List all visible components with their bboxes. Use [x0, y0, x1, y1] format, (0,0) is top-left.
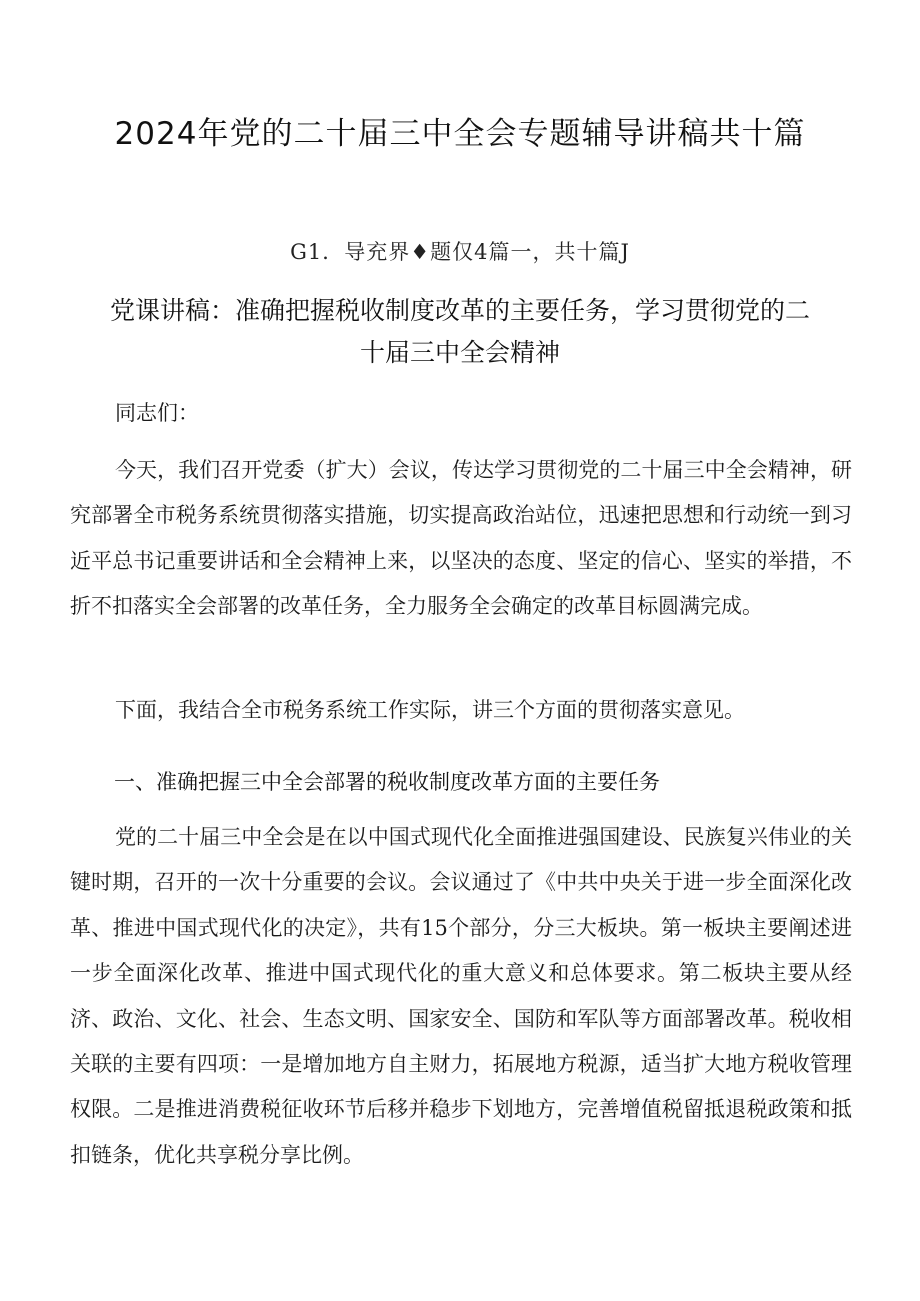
greeting: 同志们： — [115, 401, 199, 425]
section-heading: 一、准确把握三中全会部署的税收制度改革方面的主要任务 — [114, 770, 660, 794]
document-title: 2024年党的二十届三中全会专题辅导讲稿共十篇 — [114, 116, 806, 152]
document-subtitle: G1．导充界♦题仅4篇一，共十篇J — [290, 240, 630, 264]
section-paragraph: 党的二十届三中全会是在以中国式现代化全面推进强国建设、民族复兴伟业的关键时期，召开的一次十分重要的会议。会议通过了《中共中央关于进一步全面深化改革、推进中国式现代化的决定》，共有15个部分，分三大板块。第一板块主要阐述进一步全面深化改革、推进中国式现代化的重大意义和总体要求。第二板块主要从经济、政治、文化、社会、生态文明、国家安全、国防和军队等方面部署改革。税收相关联的主要有四项：一是增加地方自主财力，拓展地方税源，适当扩大地方税收管理权限。二是推进消费税征收环节后移并稳步下划地方，完善增值税留抵退税政策和抵扣链条，优化共享税分享比例。 — [70, 825, 852, 1167]
intro-paragraph: 今天，我们召开党委（扩大）会议，传达学习贯彻党的二十届三中全会精神，研究部署全市税务系统贯彻落实措施，切实提高政治站位，迅速把思想和行动统一到习近平总书记重要讲话和全会精神上来，以坚决的态度、坚定的信心、坚实的举措，不折不扣落实全会部署的改革任务，全力服务全会确定的改革目标圆满完成。 — [70, 458, 852, 619]
lecture-title: 党课讲稿：准确把握税收制度改革的主要任务，学习贯彻党的二十届三中全会精神 — [110, 296, 811, 367]
outline-paragraph: 下面，我结合全市税务系统工作实际，讲三个方面的贯彻落实意见。 — [115, 698, 745, 722]
